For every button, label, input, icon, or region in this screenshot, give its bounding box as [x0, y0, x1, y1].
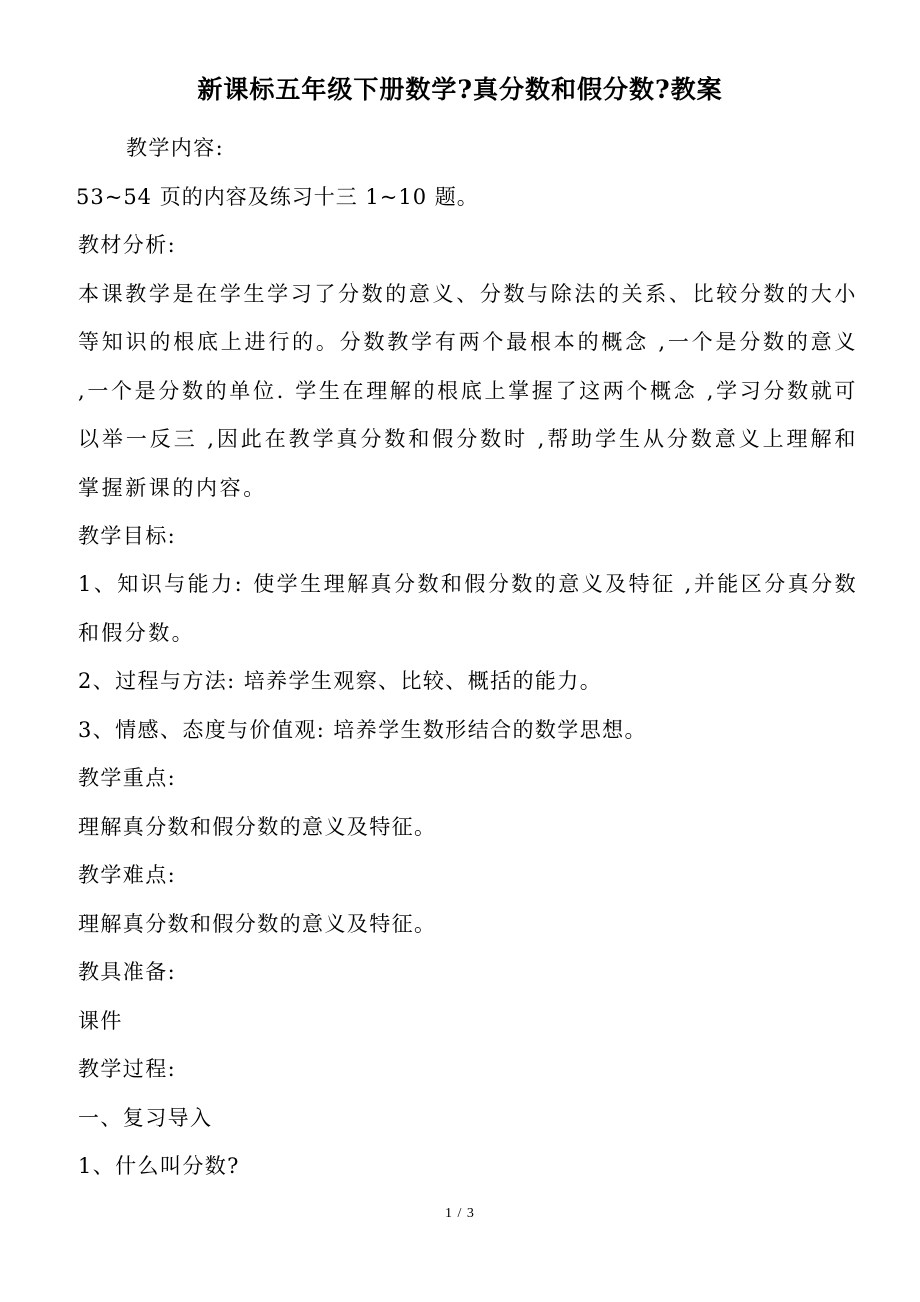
heading-difficulties: 教学难点: [78, 863, 177, 887]
heading-teaching-content: 教学内容: [126, 136, 225, 160]
section-review: 一、复习导入 [78, 1105, 213, 1130]
text-key-points: 理解真分数和假分数的意义及特征。 [78, 814, 437, 839]
heading-teaching-process: 教学过程: [78, 1057, 177, 1081]
heading-teaching-aids: 教具准备: [78, 960, 177, 984]
page-indicator: 1 / 3 [445, 1206, 475, 1221]
goal-emotion: 3、情感、态度与价值观: 培养学生数形结合的数学思想。 [78, 717, 647, 742]
text-pages: 53~54 页的内容及练习十三 1~10 题。 [76, 184, 479, 209]
heading-goals: 教学目标: [78, 523, 177, 548]
question-what-is-fraction: 1、什么叫分数? [78, 1154, 240, 1178]
goal-knowledge: 1、知识与能力: 使学生理解真分数和假分数的意义及特征 ,并能区分真分数和假分数。 [78, 572, 858, 645]
paragraph-analysis: 本课教学是在学生学习了分数的意义、分数与除法的关系、比较分数的大小等知识的根底上进行的。分数教学有两个最根本的概念 ,一个是分数的意义 ,一个是分数的单位. 学生在理解的根底上掌握了这两个概念 ,学习分数就可以举一反三 ,因此在教学真分数和假分数时 ,帮助学生从分数意义上理解和掌握新课的内容。 [78, 281, 858, 500]
heading-material-analysis: 教材分析: [78, 233, 177, 257]
goal-process: 2、过程与方法: 培养学生观察、比较、概括的能力。 [78, 669, 603, 693]
document-body [68, 124, 858, 1191]
heading-key-points: 教学重点: [78, 766, 177, 790]
text-teaching-aids: 课件 [78, 1008, 123, 1033]
text-difficulties: 理解真分数和假分数的意义及特征。 [78, 911, 437, 936]
document-title: 新课标五年级下册数学?真分数和假分数?教案 [197, 75, 723, 104]
